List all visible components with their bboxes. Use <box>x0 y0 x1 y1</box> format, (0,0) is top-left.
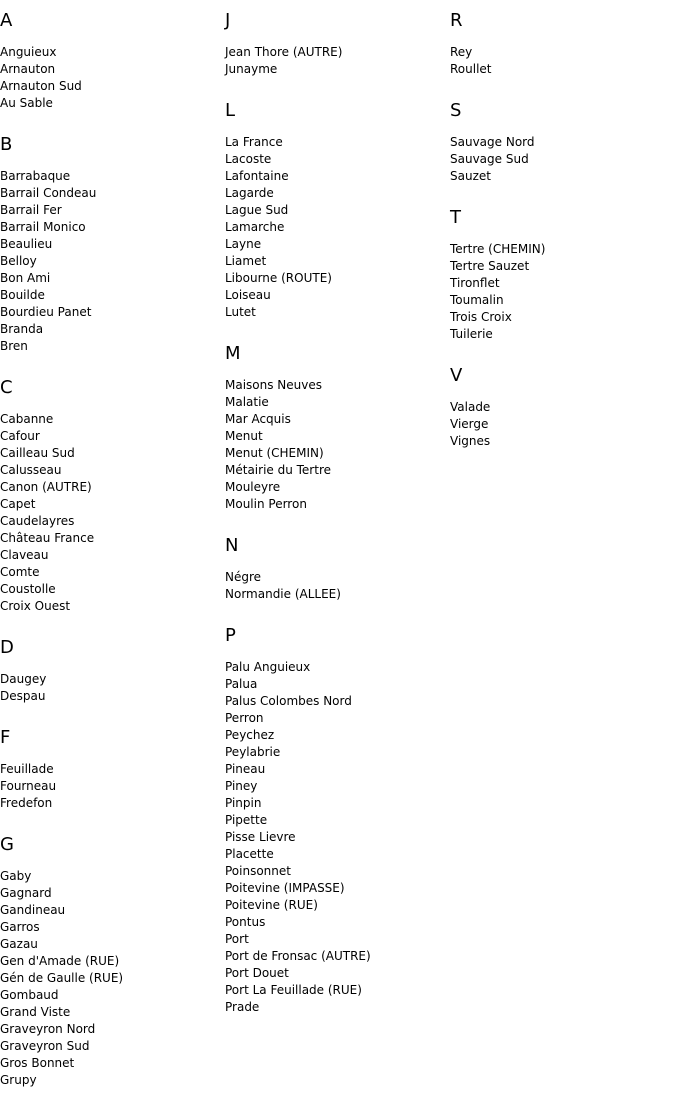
letter-heading: P <box>225 625 236 646</box>
letter-group <box>0 637 220 705</box>
street-list <box>0 168 220 355</box>
street-link[interactable]: Lamarche <box>225 220 285 234</box>
street-link[interactable]: Lutet <box>225 305 256 319</box>
street-link[interactable]: Vignes <box>450 434 491 448</box>
street-link[interactable]: Lafontaine <box>225 169 289 183</box>
street-link[interactable]: Liamet <box>225 254 267 268</box>
letter-group <box>225 10 445 78</box>
street-link[interactable]: Pinpin <box>225 796 262 810</box>
letter-heading: C <box>0 377 13 398</box>
letter-heading: V <box>450 365 463 386</box>
street-link[interactable]: Canon (AUTRE) <box>0 480 92 494</box>
street-link[interactable]: Au Sable <box>0 96 53 110</box>
street-link[interactable]: Belloy <box>0 254 37 268</box>
street-link[interactable]: Capet <box>0 497 36 511</box>
street-list <box>0 868 220 1089</box>
street-link[interactable]: Grand Viste <box>0 1005 71 1019</box>
street-link[interactable]: Maisons Neuves <box>225 378 323 392</box>
street-link[interactable]: Fredefon <box>0 796 53 810</box>
street-link[interactable]: Port La Feuillade (RUE) <box>225 983 362 997</box>
street-link[interactable]: Beaulieu <box>0 237 53 251</box>
letter-group <box>450 207 670 343</box>
street-link[interactable]: Moulin Perron <box>225 497 307 511</box>
street-link[interactable]: Cailleau Sud <box>0 446 75 460</box>
letter-group <box>0 727 220 812</box>
street-link[interactable]: Calusseau <box>0 463 62 477</box>
letter-group <box>225 625 445 1016</box>
street-link[interactable]: Bourdieu Panet <box>0 305 92 319</box>
street-link[interactable]: Menut (CHEMIN) <box>225 446 324 460</box>
street-link[interactable]: Libourne (ROUTE) <box>225 271 332 285</box>
letter-heading: N <box>225 535 239 556</box>
street-link[interactable]: Layne <box>225 237 262 251</box>
street-link[interactable]: Peychez <box>225 728 275 742</box>
street-link[interactable]: Valade <box>450 400 491 414</box>
street-link[interactable]: Poinsonnet <box>225 864 291 878</box>
street-list <box>0 411 220 615</box>
street-link[interactable]: Lague Sud <box>225 203 289 217</box>
letter-group <box>450 365 670 450</box>
letter-heading: D <box>0 637 14 658</box>
street-link[interactable]: Garros <box>0 920 40 934</box>
street-link[interactable]: Tertre Sauzet <box>450 259 530 273</box>
street-link[interactable]: Branda <box>0 322 44 336</box>
street-link[interactable]: Rey <box>450 45 473 59</box>
street-link[interactable]: La France <box>225 135 283 149</box>
street-list <box>450 241 670 343</box>
street-list <box>450 134 670 185</box>
street-link[interactable]: Despau <box>0 689 46 703</box>
street-link[interactable]: Lacoste <box>225 152 272 166</box>
street-list <box>225 44 445 78</box>
street-link[interactable]: Château France <box>0 531 95 545</box>
street-link[interactable]: Graveyron Sud <box>0 1039 90 1053</box>
street-link[interactable]: Gazau <box>0 937 38 951</box>
letter-group <box>450 10 670 78</box>
street-link[interactable]: Sauzet <box>450 169 491 183</box>
street-link[interactable]: Poitevine (RUE) <box>225 898 318 912</box>
street-link[interactable]: Coustolle <box>0 582 56 596</box>
street-link[interactable]: Tertre (CHEMIN) <box>450 242 546 256</box>
street-link[interactable]: Trois Croix <box>450 310 512 324</box>
street-link[interactable]: Tironflet <box>450 276 500 290</box>
street-link[interactable]: Fourneau <box>0 779 57 793</box>
street-link[interactable]: Bouilde <box>0 288 45 302</box>
street-link[interactable]: Croix Ouest <box>0 599 71 613</box>
street-link[interactable]: Caudelayres <box>0 514 75 528</box>
index-column-3 <box>450 10 670 472</box>
letter-heading: M <box>225 343 241 364</box>
letter-group <box>0 134 220 355</box>
street-list <box>0 44 220 112</box>
street-link[interactable]: Claveau <box>0 548 49 562</box>
letter-group <box>0 377 220 615</box>
street-link[interactable]: Barrail Monico <box>0 220 86 234</box>
street-link[interactable]: Mouleyre <box>225 480 281 494</box>
letter-heading: L <box>225 100 236 121</box>
letter-heading: S <box>450 100 462 121</box>
street-link[interactable]: Vierge <box>450 417 489 431</box>
street-list <box>225 377 445 513</box>
street-list <box>450 399 670 450</box>
street-list <box>225 569 445 603</box>
street-link[interactable]: Pineau <box>225 762 266 776</box>
street-link[interactable]: Placette <box>225 847 274 861</box>
street-link[interactable]: Barrail Condeau <box>0 186 97 200</box>
street-link[interactable]: Feuillade <box>0 762 54 776</box>
letter-heading: R <box>450 10 463 31</box>
street-link[interactable]: Graveyron Nord <box>0 1022 96 1036</box>
street-link[interactable]: Pisse Lievre <box>225 830 296 844</box>
street-link[interactable]: Gén de Gaulle (RUE) <box>0 971 124 985</box>
street-link[interactable]: Arnauton <box>0 62 56 76</box>
street-link[interactable]: Junayme <box>225 62 278 76</box>
street-link[interactable]: Gandineau <box>0 903 66 917</box>
street-link[interactable]: Comte <box>0 565 40 579</box>
street-link[interactable]: Bren <box>0 339 28 353</box>
street-list <box>0 671 220 705</box>
street-link[interactable]: Port Douet <box>225 966 289 980</box>
street-link[interactable]: Malatie <box>225 395 269 409</box>
street-link[interactable]: Cabanne <box>0 412 54 426</box>
street-link[interactable]: Poitevine (IMPASSE) <box>225 881 345 895</box>
street-list <box>225 134 445 321</box>
street-list <box>0 761 220 812</box>
street-link[interactable]: Gen d'Amade (RUE) <box>0 954 120 968</box>
letter-group <box>225 535 445 603</box>
letter-heading: J <box>225 10 231 31</box>
street-link[interactable]: Port de Fronsac (AUTRE) <box>225 949 371 963</box>
street-link[interactable]: Gaby <box>0 869 32 883</box>
street-link[interactable]: Perron <box>225 711 264 725</box>
street-link[interactable]: Gagnard <box>0 886 52 900</box>
letter-heading: F <box>0 727 11 748</box>
index-column-2 <box>225 10 445 1038</box>
street-link[interactable]: Menut <box>225 429 263 443</box>
street-link[interactable]: Cafour <box>0 429 40 443</box>
street-link[interactable]: Bon Ami <box>0 271 51 285</box>
street-link[interactable]: Barrail Fer <box>0 203 62 217</box>
street-link[interactable]: Arnauton Sud <box>0 79 82 93</box>
street-link[interactable]: Gros Bonnet <box>0 1056 75 1070</box>
street-link[interactable]: Sauvage Sud <box>450 152 529 166</box>
letter-heading: T <box>450 207 461 228</box>
street-link[interactable]: Grupy <box>0 1073 37 1087</box>
street-link[interactable]: Anguieux <box>0 45 57 59</box>
index-column-1 <box>0 10 220 1111</box>
street-link[interactable]: Daugey <box>0 672 47 686</box>
street-link[interactable]: Pipette <box>225 813 268 827</box>
street-link[interactable]: Tuilerie <box>450 327 493 341</box>
street-link[interactable]: Palus Colombes Nord <box>225 694 352 708</box>
street-link[interactable]: Gombaud <box>0 988 59 1002</box>
street-link[interactable]: Pontus <box>225 915 266 929</box>
street-list <box>450 44 670 78</box>
letter-group <box>225 100 445 321</box>
street-link[interactable]: Normandie (ALLEE) <box>225 587 341 601</box>
letter-group <box>0 834 220 1089</box>
street-link[interactable]: Roullet <box>450 62 492 76</box>
street-link[interactable]: Port <box>225 932 249 946</box>
street-link[interactable]: Négre <box>225 570 262 584</box>
street-link[interactable]: Palua <box>225 677 258 691</box>
letter-heading: A <box>0 10 13 31</box>
street-link[interactable]: Palu Anguieux <box>225 660 311 674</box>
street-link[interactable]: Barrabaque <box>0 169 71 183</box>
letter-group <box>225 343 445 513</box>
street-link[interactable]: Mar Acquis <box>225 412 291 426</box>
street-link[interactable]: Prade <box>225 1000 260 1014</box>
letter-group <box>450 100 670 185</box>
street-link[interactable]: Toumalin <box>450 293 504 307</box>
street-link[interactable]: Loiseau <box>225 288 271 302</box>
street-link[interactable]: Sauvage Nord <box>450 135 535 149</box>
letter-heading: G <box>0 834 14 855</box>
letter-group <box>0 10 220 112</box>
street-list <box>225 659 445 1016</box>
street-link[interactable]: Jean Thore (AUTRE) <box>225 45 343 59</box>
street-link[interactable]: Piney <box>225 779 258 793</box>
street-link[interactable]: Lagarde <box>225 186 274 200</box>
letter-heading: B <box>0 134 13 155</box>
street-link[interactable]: Peylabrie <box>225 745 281 759</box>
street-link[interactable]: Métairie du Tertre <box>225 463 331 477</box>
